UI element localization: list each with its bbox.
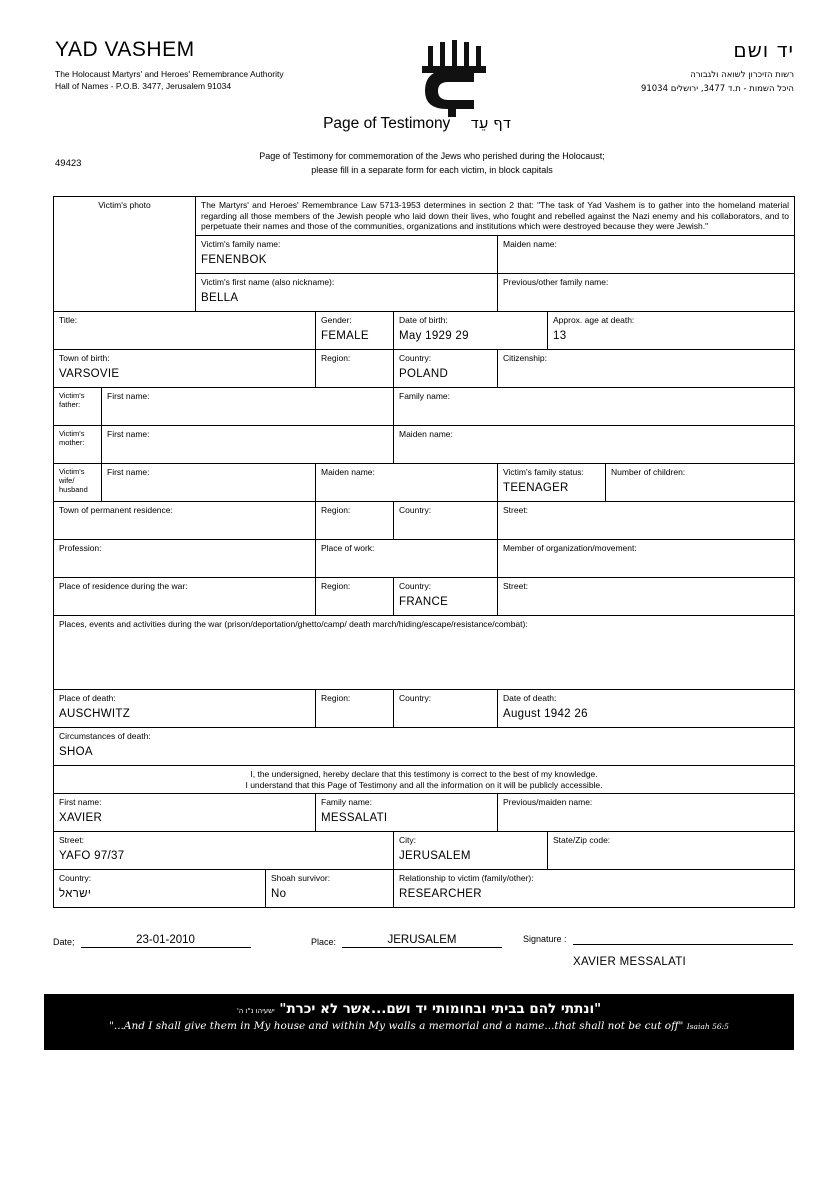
- war-residence-country-label: Country:: [399, 580, 432, 591]
- mother-maiden-name-label: Maiden name:: [399, 428, 453, 439]
- submitter-street-label: Street:: [59, 835, 85, 846]
- yad-vashem-menorah-logo-icon: [412, 40, 508, 118]
- date-of-death-field[interactable]: [498, 689, 795, 727]
- victim-photo-placeholder[interactable]: [54, 197, 196, 312]
- victim-family-status-label: Victim's family status:: [503, 466, 584, 477]
- victim-title-field[interactable]: [54, 311, 316, 349]
- declaration-line-1: I, the undersigned, hereby declare that this testimony is correct to the best of my knowledge.: [250, 768, 598, 779]
- victim-gender-label: Gender:: [321, 314, 352, 325]
- war-residence-street-label: Street:: [503, 580, 529, 591]
- victim-family-name-value: FENENBOK: [201, 253, 267, 266]
- spouse-row-label: [54, 463, 102, 501]
- victim-birth-country-label: Country:: [399, 352, 432, 363]
- number-of-children-field[interactable]: [606, 463, 795, 501]
- signature-date-value: 23-01-2010: [81, 934, 251, 948]
- death-region-label: Region:: [321, 692, 351, 703]
- signature-field[interactable]: [523, 934, 793, 945]
- permanent-residence-country-label: Country:: [399, 504, 432, 515]
- instruction-line-1: Page of Testimony for commemoration of the Jews who perished during the Holocaust;: [259, 151, 605, 161]
- victim-age-at-death-value: 13: [553, 329, 567, 342]
- spouse-first-name-field[interactable]: [102, 463, 316, 501]
- victim-dob-value: May 1929 29: [399, 329, 469, 342]
- shoah-survivor-label: Shoah survivor:: [271, 873, 331, 884]
- victim-first-name-label: Victim's first name (also nickname):: [201, 276, 335, 287]
- permanent-residence-street-field[interactable]: [498, 501, 795, 539]
- victim-first-name-value: BELLA: [201, 291, 239, 304]
- signature-place-field[interactable]: [311, 934, 502, 948]
- submitter-city-value: JERUSALEM: [399, 849, 471, 862]
- submitter-street-field[interactable]: [54, 832, 394, 870]
- organization-subtitle-line2: Hall of Names - P.O.B. 3477, Jerusalem 91034: [55, 81, 232, 92]
- date-of-death-label: Date of death:: [503, 692, 557, 703]
- footer-quote-english: [54, 1020, 784, 1032]
- permanent-residence-town-field[interactable]: [54, 501, 316, 539]
- submitter-previous-maiden-name-label: Previous/maiden name:: [503, 797, 593, 808]
- war-residence-country-value: FRANCE: [399, 595, 449, 608]
- submitter-first-name-label: First name:: [59, 797, 102, 808]
- signature-date-field[interactable]: [53, 934, 251, 948]
- submitter-first-name-value: XAVIER: [59, 811, 103, 824]
- document-subtitle-row: [0, 150, 834, 190]
- victim-first-name-field[interactable]: [196, 273, 498, 311]
- victim-birth-region-label: Region:: [321, 352, 351, 363]
- victim-family-name-label: Victim's family name:: [201, 238, 281, 249]
- spouse-maiden-name-label: Maiden name:: [321, 466, 375, 477]
- victim-town-of-birth-value: VARSOVIE: [59, 367, 120, 380]
- footer-quote-banner: [44, 994, 794, 1050]
- victim-age-at-death-label: Approx. age at death:: [553, 314, 635, 325]
- spouse-row-label-text: Victim's wife/ husband: [59, 466, 88, 494]
- war-residence-place-label: Place of residence during the war:: [59, 580, 188, 591]
- father-row-label-text: Victim's father:: [59, 390, 85, 409]
- signature-row: [53, 930, 794, 980]
- profession-field[interactable]: [54, 539, 316, 577]
- war-residence-region-field[interactable]: [316, 577, 394, 615]
- submitter-city-field[interactable]: [394, 832, 548, 870]
- document-header: [0, 0, 834, 110]
- war-residence-street-field[interactable]: [498, 577, 795, 615]
- footer-quote-english-reference: Isaiah 56:5: [686, 1022, 729, 1032]
- death-country-label: Country:: [399, 692, 432, 703]
- logo-container: [385, 38, 534, 118]
- remembrance-law-text: The Martyrs' and Heroes' Remembrance Law 5713-1953 determines in section 2 that: "The task of Yad Vashem is to gather into the homeland material regarding all those members of the Jewish people who laid down their lives, who fought and rebelled against the Nazi enemy and his collaborators, and to perpetuate their names and those of the communities, organizations and institutions which were destroyed because they were Jewish.": [196, 197, 795, 236]
- father-family-name-label: Family name:: [399, 390, 451, 401]
- victim-gender-value: FEMALE: [321, 329, 369, 342]
- form-number: 49423: [55, 158, 82, 169]
- signature-date-label: Date;: [53, 937, 75, 948]
- victim-birth-country-value: POLAND: [399, 367, 449, 380]
- hebrew-organization-name: יד ושם: [733, 38, 794, 62]
- mother-first-name-field[interactable]: [102, 425, 394, 463]
- submitter-family-name-label: Family name:: [321, 797, 373, 808]
- death-country-field[interactable]: [394, 689, 498, 727]
- organization-subtitle-line1: The Holocaust Martyrs' and Heroes' Remembrance Authority: [55, 69, 284, 79]
- place-of-death-value: AUSCHWITZ: [59, 707, 131, 720]
- submitter-zip-label: State/Zip code:: [553, 835, 611, 846]
- father-family-name-field[interactable]: [394, 387, 795, 425]
- mother-row-label-text: Victim's mother:: [59, 428, 85, 447]
- footer-quote-hebrew: [54, 1001, 784, 1017]
- circumstances-of-death-field[interactable]: [54, 727, 795, 765]
- place-of-death-field[interactable]: [54, 689, 316, 727]
- death-region-field[interactable]: [316, 689, 394, 727]
- relationship-to-victim-label: Relationship to victim (family/other):: [399, 873, 534, 884]
- relationship-to-victim-value: RESEARCHER: [399, 887, 482, 900]
- submitter-first-name-field[interactable]: [54, 794, 316, 832]
- number-of-children-label: Number of children:: [611, 466, 686, 477]
- footer-quote-hebrew-reference: ישעיהו נ"ו ה': [236, 1007, 275, 1016]
- footer-quote-english-text: "...And I shall give them in My house and within My walls a memorial and a name...that shall not be cut off": [109, 1020, 684, 1033]
- victim-title-label: Title:: [59, 314, 78, 325]
- permanent-residence-town-label: Town of permanent residence:: [59, 504, 173, 515]
- war-activities-field[interactable]: [54, 615, 795, 689]
- mother-row-label: [54, 425, 102, 463]
- victim-family-name-field[interactable]: [196, 235, 498, 273]
- victim-maiden-name-label: Maiden name:: [503, 238, 557, 249]
- hebrew-subtitle-line1: רשות הזיכרון לשואה ולגבורה: [690, 70, 794, 80]
- victim-family-status-value: TEENAGER: [503, 481, 569, 494]
- submitter-street-value: YAFO 97/37: [59, 849, 125, 862]
- submitter-family-name-value: MESSALATI: [321, 811, 388, 824]
- permanent-residence-street-label: Street:: [503, 504, 529, 515]
- war-residence-country-field[interactable]: [394, 577, 498, 615]
- declaration-block: [54, 765, 795, 793]
- victim-birth-country-field[interactable]: [394, 349, 498, 387]
- signature-printed-name: XAVIER MESSALATI: [573, 956, 687, 969]
- shoah-survivor-value: No: [271, 887, 287, 900]
- victim-birth-region-field[interactable]: [316, 349, 394, 387]
- father-row-label: [54, 387, 102, 425]
- war-residence-region-label: Region:: [321, 580, 351, 591]
- victim-family-status-field[interactable]: [498, 463, 606, 501]
- shoah-survivor-field[interactable]: [266, 870, 394, 908]
- hebrew-subtitle-line2: היכל השמות - ת.ד 3477, ירושלים 91034: [640, 83, 794, 94]
- page-title: Page of Testimony: [323, 115, 451, 132]
- victim-photo-label: Victim's photo: [98, 200, 151, 210]
- permanent-residence-region-label: Region:: [321, 504, 351, 515]
- submitter-country-field[interactable]: [54, 870, 266, 908]
- victim-town-of-birth-field[interactable]: [54, 349, 316, 387]
- date-of-death-value: August 1942 26: [503, 707, 588, 720]
- father-first-name-label: First name:: [107, 390, 150, 401]
- place-of-work-label: Place of work:: [321, 542, 375, 553]
- instruction-line-2: please fill in a separate form for each victim, in block capitals: [311, 164, 553, 175]
- footer-quote-hebrew-text: "ונתתי להם בביתי ובחומותי יד ושם...אשר לא יכרת": [279, 1001, 602, 1018]
- victim-maiden-name-field[interactable]: [498, 235, 795, 273]
- circumstances-of-death-label: Circumstances of death:: [59, 730, 151, 741]
- signature-place-label: Place:: [311, 937, 337, 948]
- victim-citizenship-label: Citizenship:: [503, 352, 547, 363]
- document-title-row: [0, 114, 834, 150]
- signature-value: [573, 943, 793, 945]
- permanent-residence-region-field[interactable]: [316, 501, 394, 539]
- spouse-first-name-label: First name:: [107, 466, 150, 477]
- victim-citizenship-field[interactable]: [498, 349, 795, 387]
- brand-block: [55, 38, 385, 93]
- hebrew-brand-block: [534, 38, 794, 96]
- signature-place-value: JERUSALEM: [342, 934, 502, 948]
- organization-name: YAD VASHEM: [55, 38, 195, 61]
- permanent-residence-country-field[interactable]: [394, 501, 498, 539]
- victim-dob-field[interactable]: [394, 311, 548, 349]
- relationship-to-victim-field[interactable]: [394, 870, 795, 908]
- mother-maiden-name-field[interactable]: [394, 425, 795, 463]
- profession-label: Profession:: [59, 542, 102, 553]
- war-residence-place-field[interactable]: [54, 577, 316, 615]
- father-first-name-field[interactable]: [102, 387, 394, 425]
- organization-membership-field[interactable]: [498, 539, 795, 577]
- submitter-family-name-field[interactable]: [316, 794, 498, 832]
- victim-previous-family-name-field[interactable]: [498, 273, 795, 311]
- submitter-zip-field[interactable]: [548, 832, 795, 870]
- submitter-city-label: City:: [399, 835, 416, 846]
- place-of-death-label: Place of death:: [59, 692, 116, 703]
- victim-dob-label: Date of birth:: [399, 314, 448, 325]
- victim-age-at-death-field[interactable]: [548, 311, 795, 349]
- circumstances-of-death-value: SHOA: [59, 745, 93, 758]
- war-activities-label: Places, events and activities during the war (prison/deportation/ghetto/camp/ death march/hiding/escape/resistance/combat):: [59, 618, 528, 629]
- submitter-country-label: Country:: [59, 873, 92, 884]
- organization-membership-label: Member of organization/movement:: [503, 542, 637, 553]
- victim-previous-family-name-label: Previous/other family name:: [503, 276, 609, 287]
- victim-town-of-birth-label: Town of birth:: [59, 352, 110, 363]
- spouse-maiden-name-field[interactable]: [316, 463, 498, 501]
- signature-label: Signature :: [523, 934, 567, 945]
- place-of-work-field[interactable]: [316, 539, 498, 577]
- declaration-line-2: I understand that this Page of Testimony and all the information on it will be publicly accessible.: [245, 779, 603, 790]
- submitter-previous-maiden-name-field[interactable]: [498, 794, 795, 832]
- victim-gender-field[interactable]: [316, 311, 394, 349]
- mother-first-name-label: First name:: [107, 428, 150, 439]
- submitter-country-value: ישראל: [59, 887, 92, 900]
- page-title-hebrew: דף עֵד: [470, 114, 511, 132]
- testimony-form-table: [53, 196, 795, 908]
